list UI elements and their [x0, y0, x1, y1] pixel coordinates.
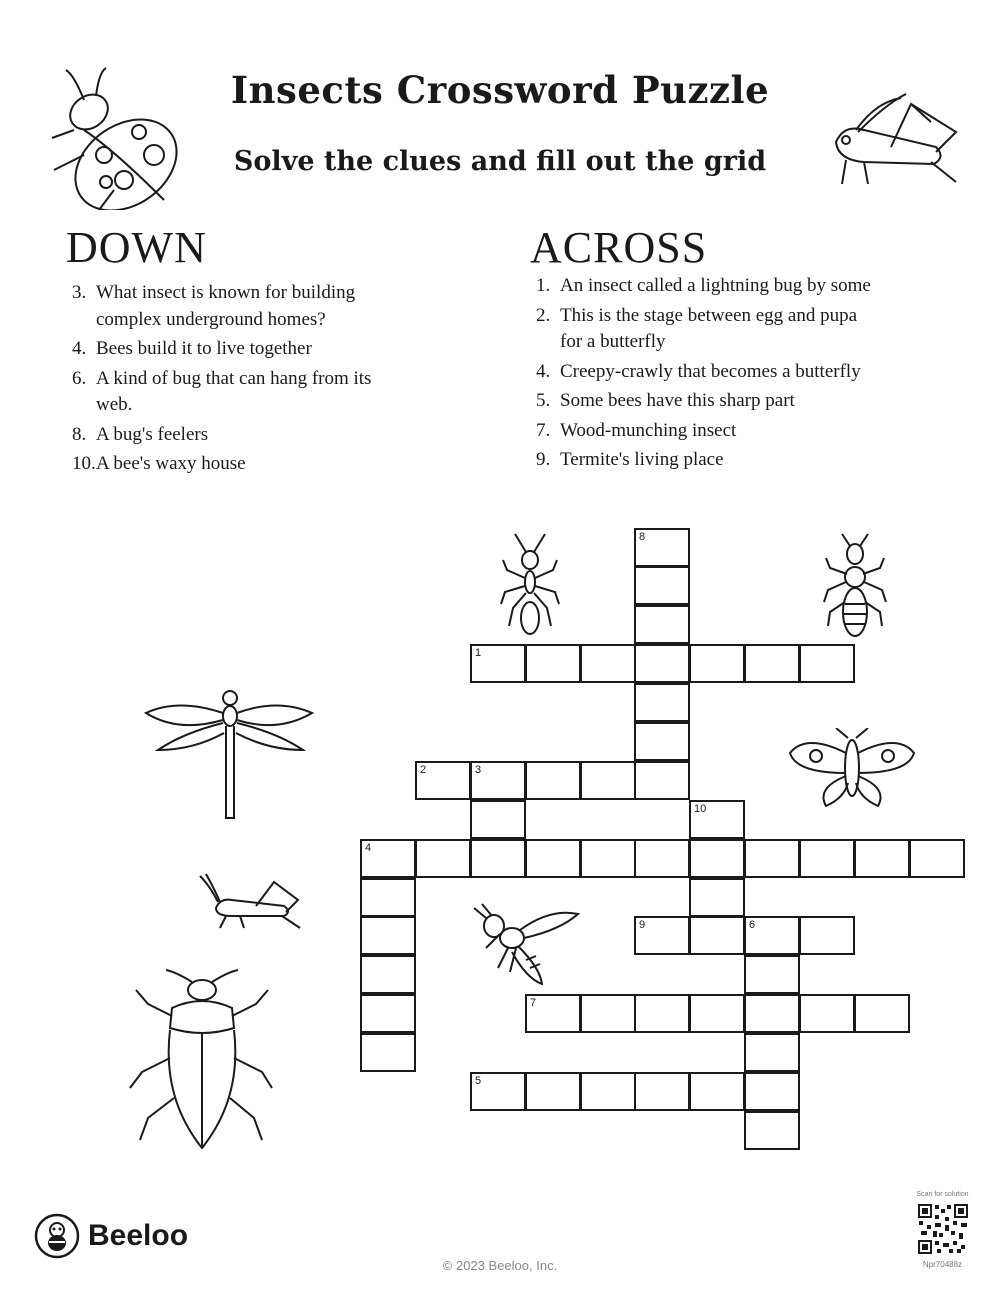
- across-clue-text: This is the stage between egg and pupa for a butterfly: [560, 304, 858, 352]
- grid-cell[interactable]: [744, 994, 800, 1033]
- qr-code-icon[interactable]: [917, 1203, 969, 1255]
- down-clue-text: Bees build it to live together: [96, 338, 312, 359]
- grid-cell[interactable]: [744, 1111, 800, 1150]
- grid-cell[interactable]: [744, 916, 800, 955]
- down-clue-number: 6.: [72, 367, 87, 389]
- grid-cell[interactable]: [525, 644, 581, 683]
- down-clue-number: 8.: [72, 423, 87, 445]
- wasp-icon: [470, 898, 582, 988]
- worksheet-code: Npr70488z: [922, 1260, 963, 1269]
- across-clue: [536, 388, 876, 415]
- grid-cell[interactable]: [689, 994, 745, 1033]
- down-clue-number: 10.: [72, 453, 96, 474]
- grid-cell[interactable]: [689, 916, 745, 955]
- grid-cell[interactable]: [744, 1033, 800, 1072]
- across-clue-number: 1.: [536, 275, 551, 296]
- grid-cell[interactable]: [360, 1033, 416, 1072]
- down-clue-number: 4.: [72, 338, 87, 359]
- grid-cell[interactable]: [799, 916, 855, 955]
- across-clue: [536, 273, 876, 300]
- grasshopper-icon: [816, 92, 981, 192]
- grid-cell[interactable]: [799, 839, 855, 878]
- down-clue-text: A bee's waxy house: [96, 453, 246, 474]
- grid-cell[interactable]: [634, 566, 690, 605]
- down-clue-number: 3.: [72, 282, 87, 303]
- qr-label: Scan for solution: [916, 1191, 969, 1198]
- bee-logo-icon: [34, 1213, 80, 1259]
- clue-number-9: 9: [639, 919, 646, 931]
- grid-cell[interactable]: [360, 839, 416, 878]
- clue-number-1: 1: [475, 647, 482, 659]
- across-clue: [536, 303, 876, 356]
- clue-number-10: 10: [694, 803, 707, 815]
- grid-cell[interactable]: [854, 839, 910, 878]
- across-clue: [536, 359, 876, 386]
- beeloo-logo[interactable]: [34, 1213, 188, 1259]
- clue-number-2: 2: [420, 764, 427, 776]
- clue-number-4: 4: [365, 842, 372, 854]
- grid-cell[interactable]: [634, 994, 690, 1033]
- cricket-icon: [196, 872, 304, 930]
- grid-cell[interactable]: [525, 994, 581, 1033]
- down-clue-list: [72, 280, 397, 481]
- across-clue-text: An insect called a lightning bug by some: [560, 275, 871, 296]
- down-clue: [72, 422, 397, 449]
- grid-cell[interactable]: [525, 761, 581, 800]
- down-clue: [72, 336, 397, 363]
- grid-cell[interactable]: [634, 605, 690, 644]
- across-clue-number: 7.: [536, 419, 551, 441]
- across-clue-list: [536, 273, 876, 477]
- down-clue: [72, 451, 397, 478]
- grid-cell[interactable]: [580, 994, 636, 1033]
- grid-cell[interactable]: [799, 994, 855, 1033]
- grid-cell[interactable]: [525, 1072, 581, 1111]
- across-clue-text: Wood-munching insect: [560, 419, 737, 441]
- grid-cell[interactable]: [360, 955, 416, 994]
- grid-cell[interactable]: [415, 761, 471, 800]
- grid-cell[interactable]: [525, 839, 581, 878]
- clue-number-6: 6: [749, 919, 756, 931]
- grid-cell[interactable]: [634, 528, 690, 567]
- moth-icon: [786, 728, 918, 808]
- grid-cell[interactable]: [689, 878, 745, 917]
- grid-cell[interactable]: [580, 1072, 636, 1111]
- grid-cell[interactable]: [634, 916, 690, 955]
- grid-cell[interactable]: [470, 761, 526, 800]
- across-clue: [536, 447, 876, 474]
- grid-cell[interactable]: [689, 1072, 745, 1111]
- across-clue-number: 5.: [536, 390, 551, 411]
- across-heading: ACROSS: [530, 223, 708, 272]
- grid-cell[interactable]: [689, 644, 745, 683]
- grid-cell[interactable]: [580, 839, 636, 878]
- down-heading: DOWN: [66, 223, 207, 272]
- dragonfly-icon: [138, 688, 318, 823]
- down-clue: [72, 280, 397, 333]
- grid-cell[interactable]: [634, 1072, 690, 1111]
- grid-cell[interactable]: [360, 994, 416, 1033]
- grid-cell[interactable]: [580, 761, 636, 800]
- grid-cell[interactable]: [470, 839, 526, 878]
- down-clue-text: A kind of bug that can hang from its web.: [96, 367, 372, 415]
- grid-cell[interactable]: [854, 994, 910, 1033]
- grid-cell[interactable]: [470, 1072, 526, 1111]
- clue-number-3: 3: [475, 764, 482, 776]
- down-clue-text: What insect is known for building complex underground homes?: [96, 282, 356, 330]
- across-clue-number: 9.: [536, 449, 551, 470]
- grid-cell[interactable]: [360, 916, 416, 955]
- down-clue-text: A bug's feelers: [96, 423, 209, 445]
- clue-number-5: 5: [475, 1075, 482, 1087]
- beetle-icon: [126, 968, 276, 1156]
- grid-cell[interactable]: [470, 644, 526, 683]
- brand-name: Beeloo: [88, 1219, 189, 1252]
- grid-cell[interactable]: [580, 644, 636, 683]
- grid-cell[interactable]: [909, 839, 965, 878]
- across-clue-text: Termite's living place: [560, 449, 724, 470]
- grid-cell[interactable]: [470, 800, 526, 839]
- grid-cell[interactable]: [360, 878, 416, 917]
- page-title: Insects Crossword Puzzle: [230, 68, 770, 112]
- ant-icon: [495, 530, 565, 640]
- grid-cell[interactable]: [634, 644, 690, 683]
- grid-cell[interactable]: [689, 839, 745, 878]
- clue-number-8: 8: [639, 531, 646, 543]
- ladybug-icon: [44, 60, 184, 210]
- grid-cell[interactable]: [634, 839, 690, 878]
- termite-icon: [820, 532, 890, 642]
- grid-cell[interactable]: [634, 683, 690, 722]
- across-clue-number: 4.: [536, 360, 551, 382]
- across-clue-text: Some bees have this sharp part: [560, 390, 795, 411]
- grid-cell[interactable]: [744, 955, 800, 994]
- across-clue-text: Creepy-crawly that becomes a butterfly: [560, 360, 861, 382]
- grid-cell[interactable]: [744, 1072, 800, 1111]
- grid-cell[interactable]: [634, 722, 690, 761]
- clue-number-7: 7: [530, 997, 537, 1009]
- copyright-text: © 2023 Beeloo, Inc.: [442, 1258, 558, 1273]
- grid-cell[interactable]: [744, 644, 800, 683]
- across-clue-number: 2.: [536, 304, 551, 326]
- down-clue: [72, 366, 397, 419]
- grid-cell[interactable]: [634, 761, 690, 800]
- grid-cell[interactable]: [744, 839, 800, 878]
- grid-cell[interactable]: [799, 644, 855, 683]
- grid-cell[interactable]: [415, 839, 471, 878]
- page-subtitle: Solve the clues and fill out the grid: [233, 146, 767, 177]
- grid-cell[interactable]: [689, 800, 745, 839]
- across-clue: [536, 418, 876, 445]
